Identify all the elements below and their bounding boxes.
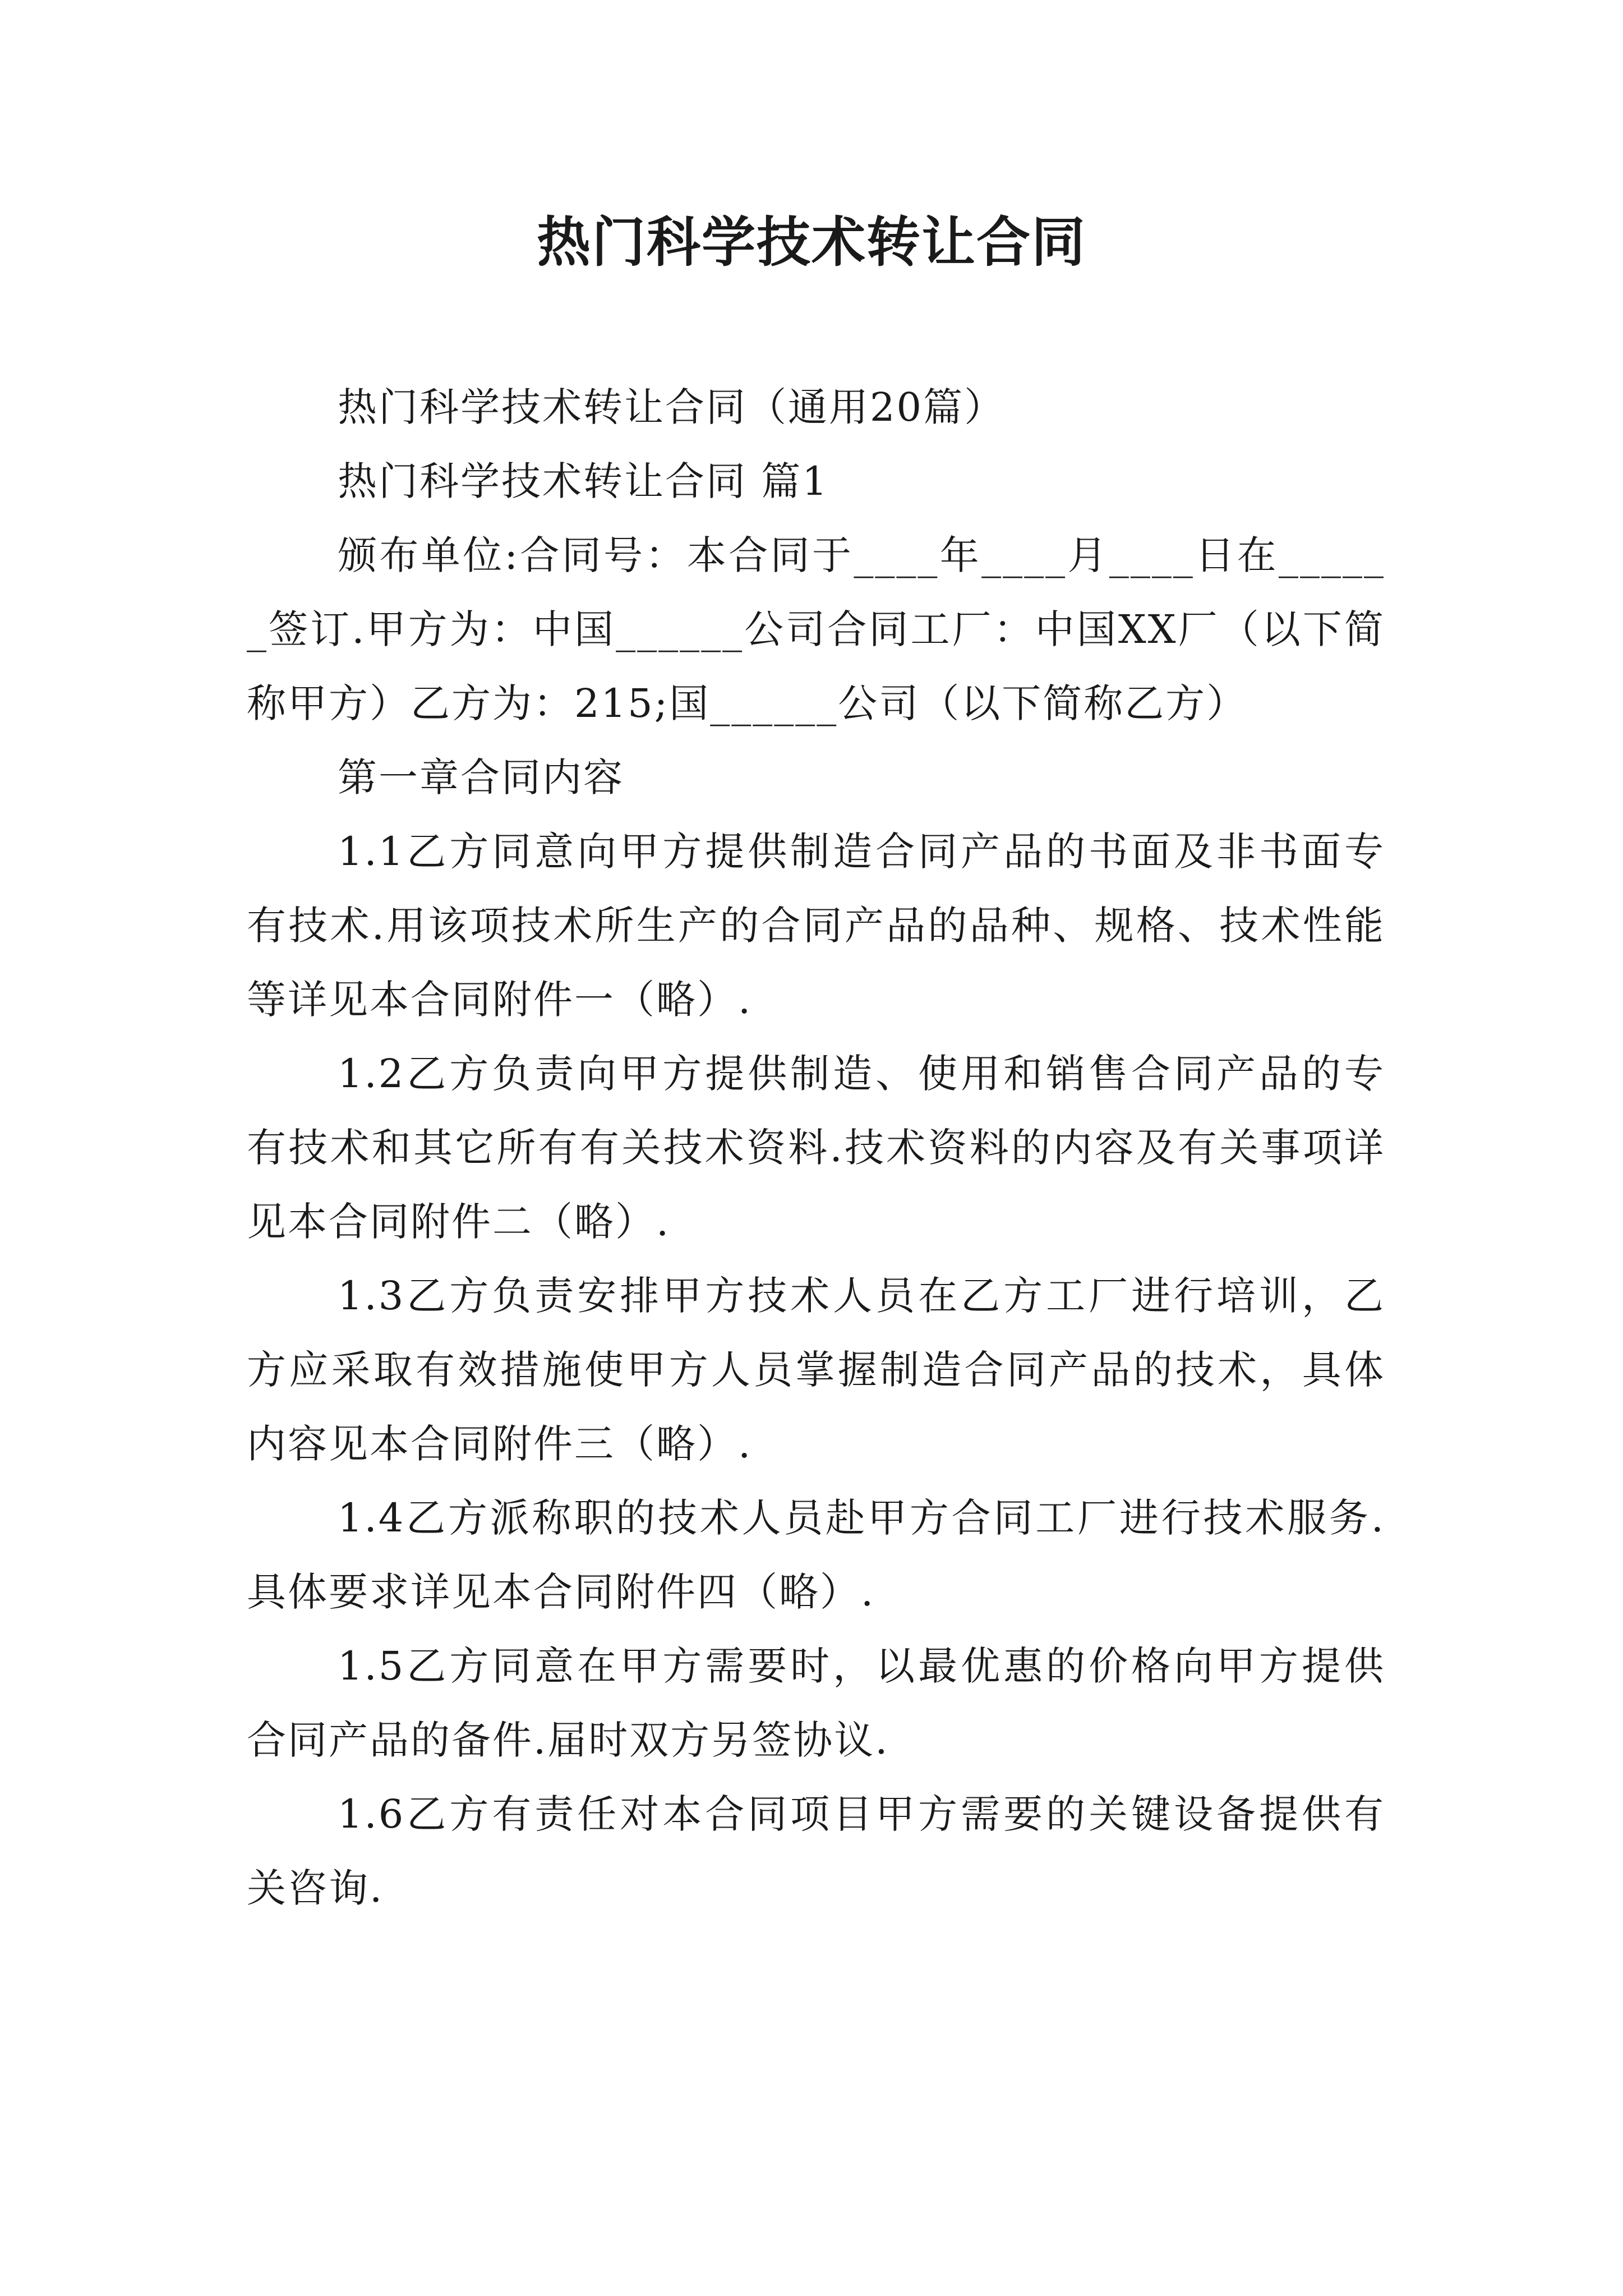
clause-1-3: 1.3乙方负责安排甲方技术人员在乙方工厂进行培训，乙方应采取有效措施使甲方人员掌握制造合同产品的技术，具体内容见本合同附件三（略）.: [247, 1273, 1385, 1467]
document-subtitle: 热门科学技术转让合同（通用20篇）: [338, 384, 1006, 430]
clause-1-2: 1.2乙方负责向甲方提供制造、使用和销售合同产品的专有技术和其它所有有关技术资料.技术资料的内容及有关事项详见本合同附件二（略）.: [247, 1051, 1385, 1245]
clause-1-1: 1.1乙方同意向甲方提供制造合同产品的书面及非书面专有技术.用该项技术所生产的合同产品的品种、规格、技术性能等详见本合同附件一（略）.: [247, 829, 1385, 1023]
clause-1-6: 1.6乙方有责任对本合同项目甲方需要的关键设备提供有关咨询.: [247, 1791, 1385, 1911]
document-title: 热门科学技术转让合同: [537, 210, 1086, 274]
clause-1-5: 1.5乙方同意在甲方需要时，以最优惠的价格向甲方提供合同产品的备件.届时双方另签协议.: [247, 1643, 1385, 1763]
clause-1-4: 1.4乙方派称职的技术人员赴甲方合同工厂进行技术服务.具体要求详见本合同附件四（略）.: [247, 1495, 1385, 1615]
paragraph-preamble: 颁布单位:合同号：本合同于____年____月____日在______签订.甲方为：中国______公司合同工厂：中国XX厂（以下简称甲方）乙方为：215;国______公司（以下简称乙方）: [247, 532, 1385, 726]
section-heading: 热门科学技术转让合同 篇1: [338, 458, 829, 504]
chapter-heading: 第一章合同内容: [338, 754, 624, 800]
document-body: [247, 370, 1385, 1925]
